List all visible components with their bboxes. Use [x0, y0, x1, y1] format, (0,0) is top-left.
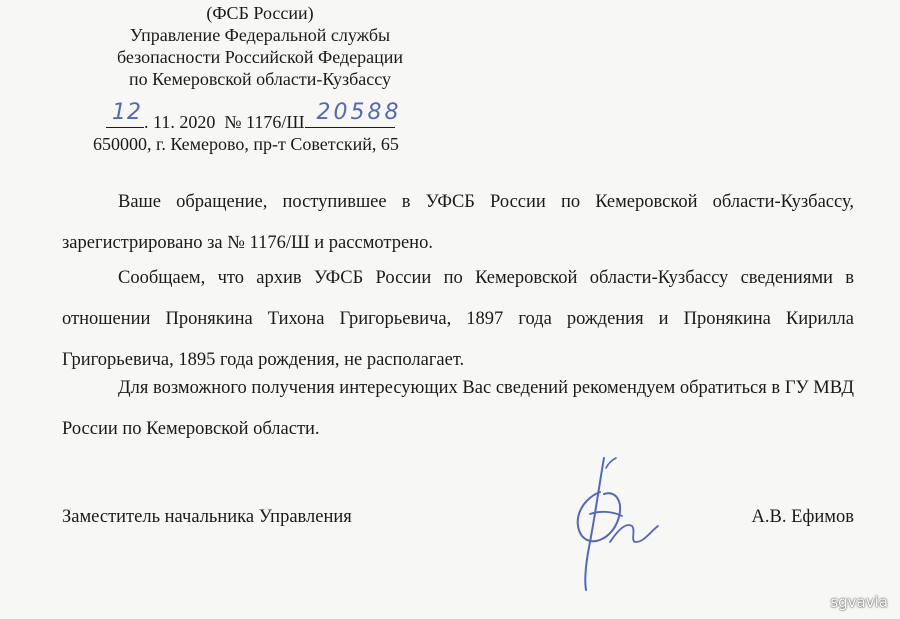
handwritten-number: 20588 — [316, 100, 402, 125]
header-agency-line1: Управление Федеральной службы — [129, 25, 391, 45]
signatory-name: А.В. Ефимов — [751, 507, 854, 527]
registration-line — [106, 100, 402, 133]
signatory-title: Заместитель начальника Управления — [62, 507, 352, 527]
header-agency-short: (ФСБ России) — [206, 3, 314, 23]
header-agency-line2: безопасности Российской Федерации — [116, 47, 404, 67]
outgoing-number-printed: № 1176/Ш — [224, 112, 305, 132]
paragraph-recommendation: Для возможного получения интересующих Вас сведений рекомендуем обратиться в ГУ МВД России по Кемеровской области. — [62, 378, 854, 439]
header-agency-line3: по Кемеровской области-Кузбассу — [129, 69, 391, 89]
handwritten-day: 12 — [112, 100, 142, 125]
paragraph-appeal-registered: Ваше обращение, поступившее в УФСБ России по Кемеровской области-Кузбассу, зарегистрировано за № 1176/Ш и рассмотрено. — [62, 192, 854, 253]
number-blank — [305, 100, 402, 128]
paragraph-archive-response: Сообщаем, что архив УФСБ России по Кемеровской области-Кузбассу сведениями в отношении Пронякина Тихона Григорьевича, 1897 года рождения и Пронякина Кирилла Григорьевича, 1895 года рождения, не располагает. — [62, 268, 854, 370]
date-printed: . 11. 2020 — [144, 112, 216, 132]
date-day-blank — [106, 100, 144, 128]
watermark: sgvavia — [830, 593, 888, 611]
handwritten-signature — [560, 450, 700, 600]
sender-address: 650000, г. Кемерово, пр-т Советский, 65 — [93, 134, 399, 154]
